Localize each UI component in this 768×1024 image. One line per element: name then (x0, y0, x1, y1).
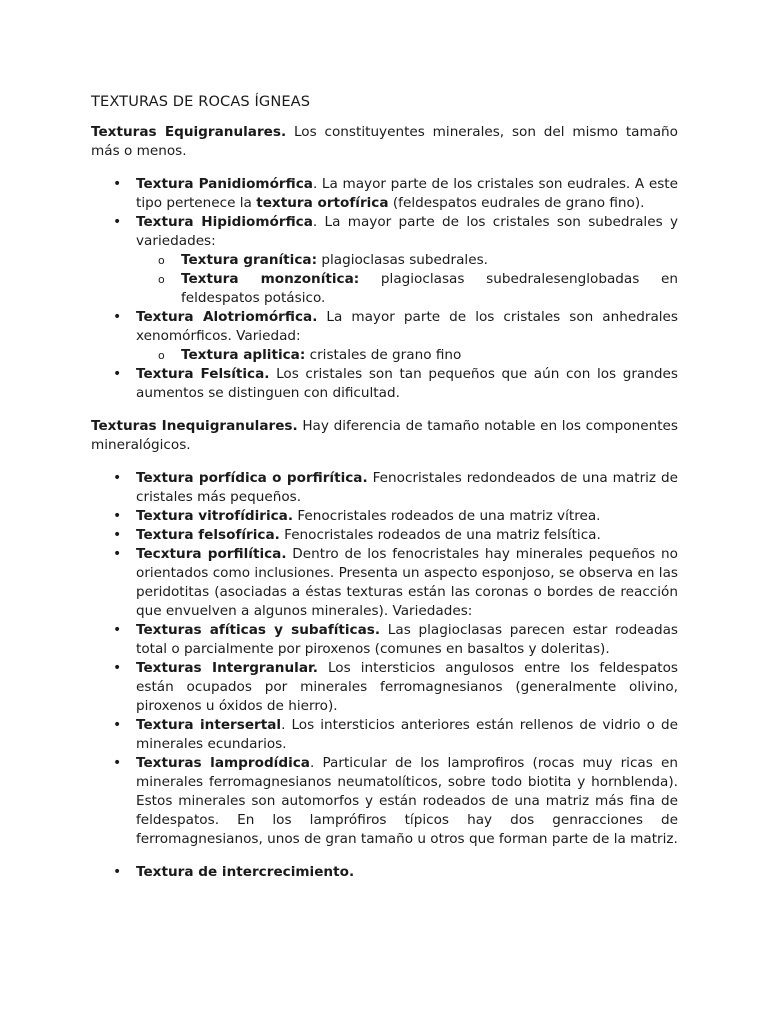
inequigranular-section (91, 417, 678, 882)
spacer (91, 849, 678, 863)
item-text: Los intersticios angulosos entre los feldespatos están ocupados por minerales ferromagnesianos (generalmente olivino, piroxenos u óxidos de hierro). (136, 660, 679, 714)
sublist-item (91, 251, 678, 270)
inequigranular-text: Hay diferencia de tamaño notable en los componentes mineralógicos. (91, 418, 678, 453)
list-item (91, 716, 678, 754)
item-term: Texturas Intergranular. (136, 660, 318, 676)
list-item (91, 863, 678, 882)
list-item (91, 365, 678, 403)
item-text: . Particular de los lamprofiros (rocas muy ricas en minerales ferromagnesianos neumatolíticos, sobre todo biotita y hornblenda). Estos minerales son automorfos y están rodeados de una matriz más fina de feldespatos. En los lamprófiros típicos hay dos genracciones de ferromagnesianos, unos de gran tamaño u otros que forman parte de la matriz. (136, 755, 678, 847)
sub-term: Textura aplitica: (181, 347, 306, 363)
item-term: textura ortofírica (256, 195, 389, 211)
item-text: (feldespatos eudrales de grano fino). (388, 195, 645, 211)
equigranular-intro (91, 123, 678, 161)
sublist (136, 251, 678, 308)
list-item (91, 545, 678, 621)
equigranular-list (91, 175, 678, 403)
document-title: TEXTURAS DE ROCAS ÍGNEAS (91, 93, 311, 110)
sub-term: Textura monzonítica: (181, 271, 360, 287)
item-term: Texturas afíticas y subafíticas. (136, 622, 381, 638)
equigranular-heading: Texturas Equigranulares. (91, 124, 287, 140)
inequigranular-heading: Texturas Inequigranulares. (91, 418, 298, 434)
sublist (136, 346, 678, 365)
item-text: Fenocristales rodeados de una matriz vítrea. (293, 508, 601, 524)
item-text: Las plagioclasas parecen estar rodeadas total o parcialmente por piroxenos (comunes en basaltos y doleritas). (136, 622, 679, 657)
item-text: Los cristales son tan pequeños que aún con los grandes aumentos se distinguen con dificultad. (136, 366, 678, 401)
item-term: Textura porfídica o porfirítica. (136, 470, 368, 486)
sub-term: Textura granítica: (181, 252, 318, 268)
document-content (91, 92, 678, 882)
list-item (91, 213, 678, 308)
item-text: La mayor parte de los cristales son anhedrales xenomórficos. Variedad: (136, 309, 678, 344)
sub-text: cristales de grano fino (305, 347, 462, 363)
item-text: Fenocristales redondeados de una matriz de cristales más pequeños. (136, 470, 679, 505)
item-term: Textura Panidiomórfica (136, 176, 313, 192)
list-item (91, 526, 678, 545)
list-item (91, 507, 678, 526)
inequigranular-list-continued (91, 863, 678, 882)
item-term: Textura de intercrecimiento. (136, 864, 355, 880)
item-text: Dentro de los fenocristales hay minerales pequeños no orientados como inclusiones. Presenta un aspecto esponjoso, se observa en las peridotitas (asociadas a éstas texturas están las coronas o bordes de reacción que envuelven a algunos minerales). Variedades: (136, 546, 678, 619)
item-term: Textura Hipidiomórfica (136, 214, 313, 230)
inequigranular-intro (91, 417, 678, 455)
inequigranular-list (91, 469, 678, 849)
list-item (91, 175, 678, 213)
list-item (91, 621, 678, 659)
sub-text: plagioclasas subedrales. (317, 252, 488, 268)
sublist-item (91, 270, 678, 308)
item-term: Textura Felsítica. (136, 366, 270, 382)
sub-text: plagioclasas subedralesenglobadas en feldespatos potásico. (181, 271, 678, 306)
list-item (91, 469, 678, 507)
item-term: Textura intersertal (136, 717, 282, 733)
sublist-item (91, 346, 678, 365)
item-term: Tecxtura porfilítica. (136, 546, 287, 562)
item-term: Textura Alotriomórfica. (136, 309, 318, 325)
item-text: Fenocristales rodeados de una matriz felsítica. (279, 527, 601, 543)
equigranular-text: Los constituyentes minerales, son del mismo tamaño más o menos. (91, 124, 678, 159)
item-term: Textura vitrofídirica. (136, 508, 294, 524)
list-item (91, 754, 678, 849)
list-item (91, 659, 678, 716)
item-term: Textura felsofírica. (136, 527, 280, 543)
item-term: Texturas lamprodídica (136, 755, 310, 771)
list-item (91, 308, 678, 365)
item-text: . La mayor parte de los cristales son eudrales. A este tipo pertenece la (136, 176, 678, 211)
item-text: . Los intersticios anteriores están rellenos de vidrio o de minerales ecundarios. (136, 717, 678, 752)
item-text: . La mayor parte de los cristales son subedrales y variedades: (136, 214, 678, 249)
